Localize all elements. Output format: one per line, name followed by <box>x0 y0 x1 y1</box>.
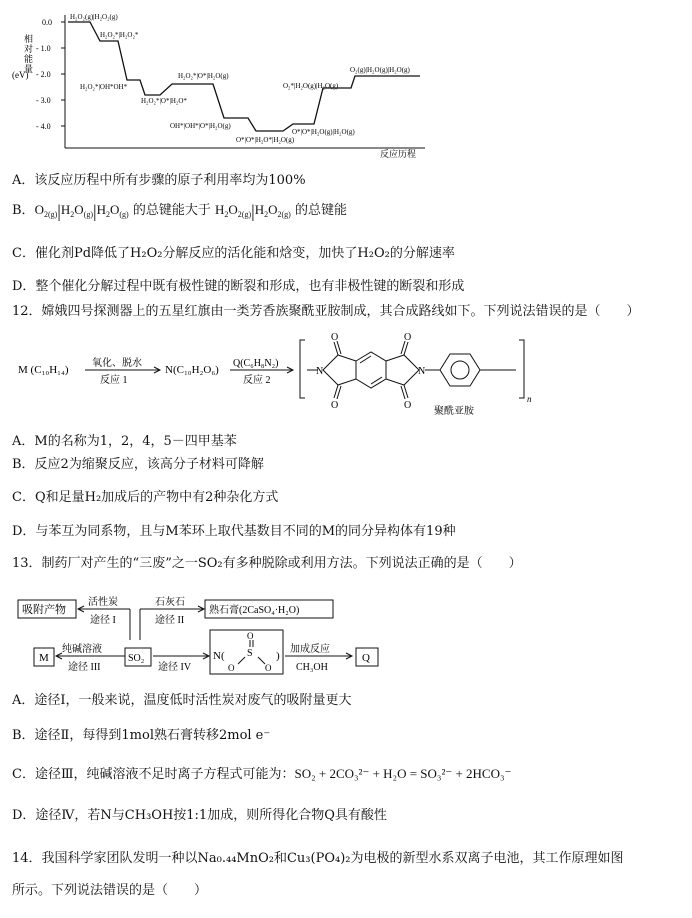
polymer-label: 聚酰亚胺 <box>434 406 474 417</box>
flow-path2: 途径 II <box>155 615 185 626</box>
q13-option-c: C．途径Ⅲ，纯碱溶液不足时离子方程式可能为：SO₂ + 2CO₃²⁻ + H₂O = SO₃²⁻ + 2HCO₃⁻ <box>12 766 512 782</box>
atom-n-2: N <box>418 366 426 377</box>
state-label-1: H₂O₂*|H₂O₂* <box>100 31 139 39</box>
atom-o-3: O <box>404 332 412 343</box>
flow-path4: 途径 IV <box>158 662 192 673</box>
energy-yticks <box>36 18 65 131</box>
state-label-7: O*|O*|H₂O(g)|H₂O(g) <box>292 128 355 136</box>
state-label-9: O₂(g)|H₂O(g)|H₂O(g) <box>350 66 410 74</box>
state-label-4: H₂O₂*|O*|H₂O(g) <box>178 72 229 80</box>
flow-M: M <box>39 652 49 664</box>
flow-Q: Q <box>362 652 370 664</box>
q11-option-c: C．催化剂Pd降低了H₂O₂分解反应的活化能和焓变，加快了H₂O₂的分解速率 <box>12 246 455 261</box>
route-arrow2-top: Q(C₆H₈N₂) <box>233 358 279 369</box>
flow-soda: 纯碱溶液 <box>62 644 102 655</box>
ylabel-char-2: 能 <box>24 54 34 64</box>
q11-option-a: A．该反应历程中所有步骤的原子利用率均为100% <box>12 173 306 188</box>
flow-atom-s: S <box>247 648 253 659</box>
q14-stem-line2: 所示。下列说法错误的是（ ） <box>12 883 208 898</box>
atom-n-1: N <box>316 366 324 377</box>
q12-stem: 12．嫦娥四号探测器上的五星红旗由一类芳香族聚酰亚胺制成，其合成路线如下。下列说法错误的是（ ） <box>12 304 640 319</box>
flow-carbon: 活性炭 <box>88 597 118 608</box>
flow-lime: 石灰石 <box>155 597 185 608</box>
atom-o-2: O <box>331 400 339 411</box>
ytick-0: 0.0 <box>42 18 52 27</box>
energy-ylabel <box>12 33 33 80</box>
state-label-2: H₂O₂*|OH*OH* <box>80 83 128 91</box>
route-arrow1-bottom: 反应 1 <box>100 375 128 386</box>
energy-xlabel: 反应历程 <box>380 149 417 159</box>
ytick-4: - 4.0 <box>36 122 51 131</box>
route-M: M (C₁₀H₁₄) <box>18 364 69 376</box>
flow-add-rx: 加成反应 <box>290 644 330 655</box>
energy-yunit: (eV) <box>12 70 29 80</box>
q13-option-b: B．途径Ⅱ，每得到1mol熟石膏转移2mol e⁻ <box>12 728 271 743</box>
route-N: N(C₁₀H₂O₆) <box>165 364 219 376</box>
flow-path3: 途径 III <box>68 662 101 673</box>
state-label-5: OH*|OH*|O*|H₂O(g) <box>170 122 231 130</box>
route-arrow2-bottom: 反应 2 <box>243 375 271 386</box>
polymer-subscript-n: n <box>527 394 532 404</box>
flow-gypsum: 熟石膏(2CaSO₄·H₂O) <box>209 605 300 616</box>
state-label-3: H₂O₂*|O*|H₂O* <box>141 97 187 105</box>
atom-o-4: O <box>404 400 412 411</box>
q13-c-equation: SO₂ + 2CO₃²⁻ + H₂O = SO₃²⁻ + 2HCO₃⁻ <box>294 766 512 781</box>
q13-flow-diagram <box>0 592 692 676</box>
q12-option-d: D．与苯互为同系物，且与M苯环上取代基数目不同的M的同分异构体有19种 <box>12 524 456 539</box>
state-label-8: O₂*|H₂O(g)|H₂O(g) <box>283 82 339 90</box>
ytick-1: - 1.0 <box>36 44 51 53</box>
q12-option-a: A．M的名称为1，2，4，5－四甲基苯 <box>12 434 237 449</box>
flow-atom-o-right: O <box>265 663 272 673</box>
q13-option-d: D．途径Ⅳ，若N与CH₃OH按1:1加成，则所得化合物Q具有酸性 <box>12 808 387 823</box>
ytick-2: - 2.0 <box>36 70 51 79</box>
flow-atom-o-left: O <box>228 663 235 673</box>
ytick-3: - 3.0 <box>36 96 51 105</box>
state-label-6: O*|O*|H₂O*|H₂O(g) <box>236 136 295 144</box>
route-arrow1-top: 氧化、脱水 <box>92 358 142 369</box>
q13-option-a: A．途径Ⅰ，一般来说，温度低时活性炭对废气的吸附量更大 <box>12 693 352 708</box>
svg-text:): ) <box>276 650 280 662</box>
polyimide-structure <box>300 340 524 399</box>
energy-state-labels <box>70 13 411 144</box>
ylabel-char-0: 相 <box>24 34 34 44</box>
energy-diagram <box>0 0 692 160</box>
q12-option-c: C．Q和足量H₂加成后的产物中有2种杂化方式 <box>12 490 279 505</box>
flow-N: N( <box>213 650 225 662</box>
flow-path1: 途径 I <box>90 615 116 626</box>
state-label-0: H₂O₂(g)|H₂O₂(g) <box>70 13 118 21</box>
q14-stem-line1: 14．我国科学家团队发明一种以Na₀.₄₄MnO₂和Cu₃(PO₄)₂为电极的新型水系双离子电池，其工作原理如图 <box>12 851 624 866</box>
q12-option-b: B．反应2为缩聚反应，该高分子材料可降解 <box>12 457 264 472</box>
ylabel-char-1: 对 <box>24 44 34 54</box>
q11-option-d: D．整个催化分解过程中既有极性键的断裂和形成，也有非极性键的断裂和形成 <box>12 279 465 294</box>
polymer-atom-labels <box>316 332 532 411</box>
flow-adsorb: 吸附产物 <box>22 604 66 616</box>
q13-stem: 13．制药厂对产生的“三废”之一SO₂有多种脱除或利用方法。下列说法正确的是（ ） <box>12 556 522 571</box>
flow-meoh: CH₃OH <box>296 662 328 673</box>
ylabel-char-3: 量 <box>24 64 34 74</box>
q11-option-b: B．$O_{2(g)}|H_2O_{(g)}|H_2O_{(g)}$ 的总键能大于 $H_2O_{2(g)}|H_2O_{2(g)}$ 的总键能 <box>12 201 347 221</box>
flow-atom-o-top: O <box>247 631 254 641</box>
flow-so2: SO₂ <box>128 653 145 664</box>
q12-synthesis-route <box>0 326 692 422</box>
atom-o-1: O <box>331 332 339 343</box>
